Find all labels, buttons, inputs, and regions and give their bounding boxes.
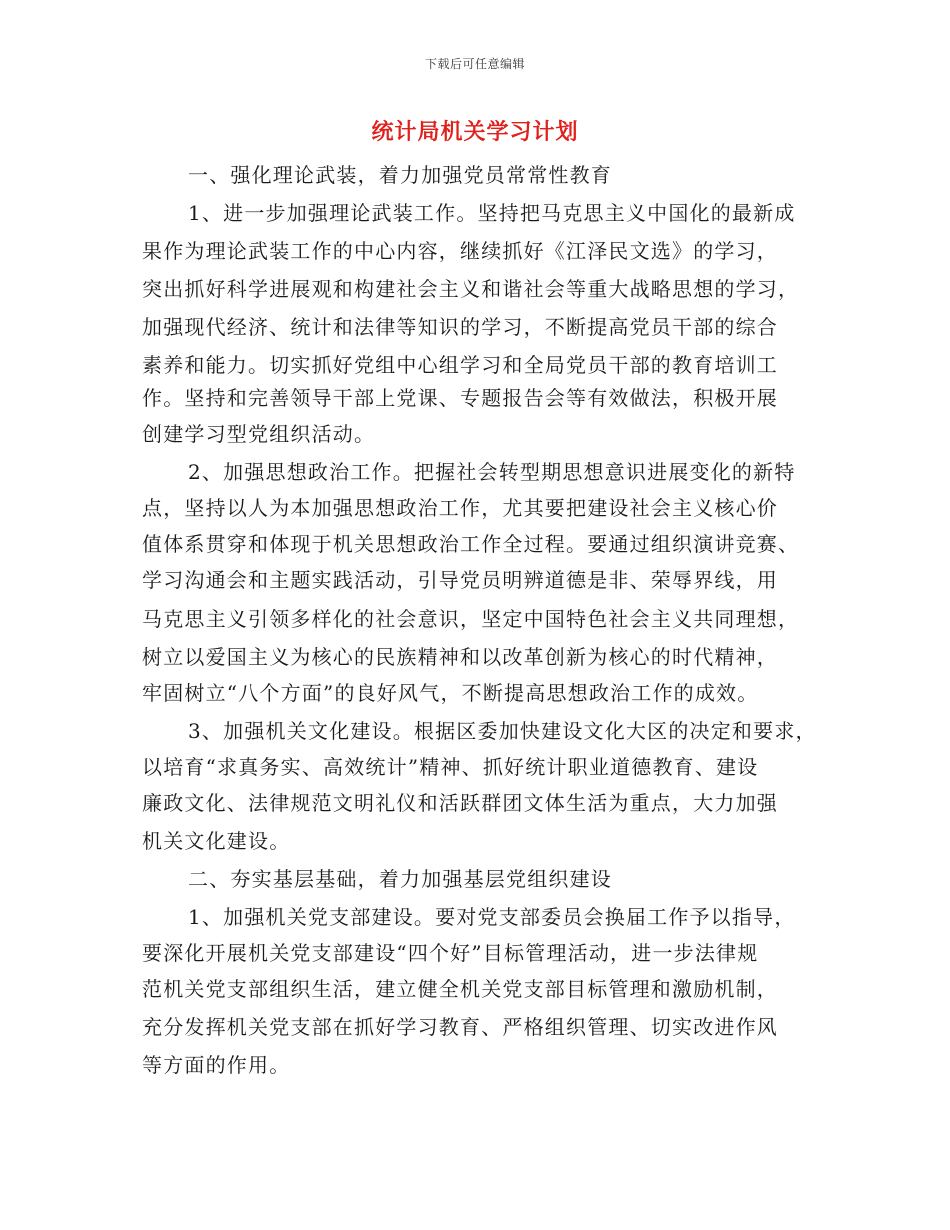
paragraph-line: 以培育“求真务实、高效统计”精神、抓好统计职业道德教育、建设 (142, 755, 759, 779)
paragraph-line: 3、加强机关文化建设。根据区委加快建设文化大区的决定和要求， (188, 719, 817, 743)
paragraph-line: 机关文化建设。 (142, 829, 291, 853)
paragraph-line: 2、加强思想政治工作。把握社会转型期思想意识进展变化的新特 (188, 460, 796, 484)
paragraph-line: 廉政文化、法律规范文明礼仪和活跃群团文体生活为重点，大力加强 (142, 791, 778, 815)
paragraph-line: 作。坚持和完善领导干部上党课、专题报告会等有效做法，积极开展 (142, 386, 778, 410)
paragraph-line: 创建学习型党组织活动。 (142, 422, 376, 446)
paragraph-line: 值体系贯穿和体现于机关思想政治工作全过程。要通过组织演讲竞赛、 (142, 532, 800, 556)
page-header-note: 下载后可任意编辑 (424, 57, 525, 71)
paragraph-line: 马克思主义引领多样化的社会意识，坚定中国特色社会主义共同理想， (142, 607, 800, 631)
paragraph-line: 点，坚持以人为本加强思想政治工作，尤其要把建设社会主义核心价 (142, 496, 778, 520)
paragraph-line: 1、进一步加强理论武装工作。坚持把马克思主义中国化的最新成 (188, 201, 796, 225)
paragraph-line: 1、加强机关党支部建设。要对党支部委员会换届工作予以指导， (188, 905, 796, 929)
paragraph-line: 充分发挥机关党支部在抓好学习教育、严格组织管理、切实改进作风 (142, 1015, 778, 1039)
paragraph-line: 学习沟通会和主题实践活动，引导党员明辨道德是非、荣辱界线，用 (142, 568, 778, 592)
paragraph-line: 果作为理论武装工作的中心内容，继续抓好《江泽民文选》的学习， (142, 239, 778, 263)
paragraph-line: 要深化开展机关党支部建设“四个好”目标管理活动，进一步法律规 (142, 941, 759, 965)
paragraph-line: 范机关党支部组织生活，建立健全机关党支部目标管理和激励机制， (142, 977, 778, 1001)
paragraph-line: 加强现代经济、统计和法律等知识的学习，不断提高党员干部的综合 (142, 315, 778, 339)
paragraph-line: 等方面的作用。 (142, 1053, 291, 1077)
section-heading-2: 二、夯实基层基础，着力加强基层党组织建设 (188, 867, 612, 891)
document-title: 统计局机关学习计划 (371, 120, 579, 145)
paragraph-line: 牢固树立“八个方面”的良好风气，不断提高思想政治工作的成效。 (142, 681, 759, 705)
section-heading-1: 一、强化理论武装，着力加强党员常常性教育 (188, 163, 612, 187)
paragraph-line: 突出抓好科学进展观和构建社会主义和谐社会等重大战略思想的学习， (142, 277, 800, 301)
paragraph-line: 素养和能力。切实抓好党组中心组学习和全局党员干部的教育培训工 (142, 353, 778, 377)
paragraph-line: 树立以爱国主义为核心的民族精神和以改革创新为核心的时代精神， (142, 645, 778, 669)
